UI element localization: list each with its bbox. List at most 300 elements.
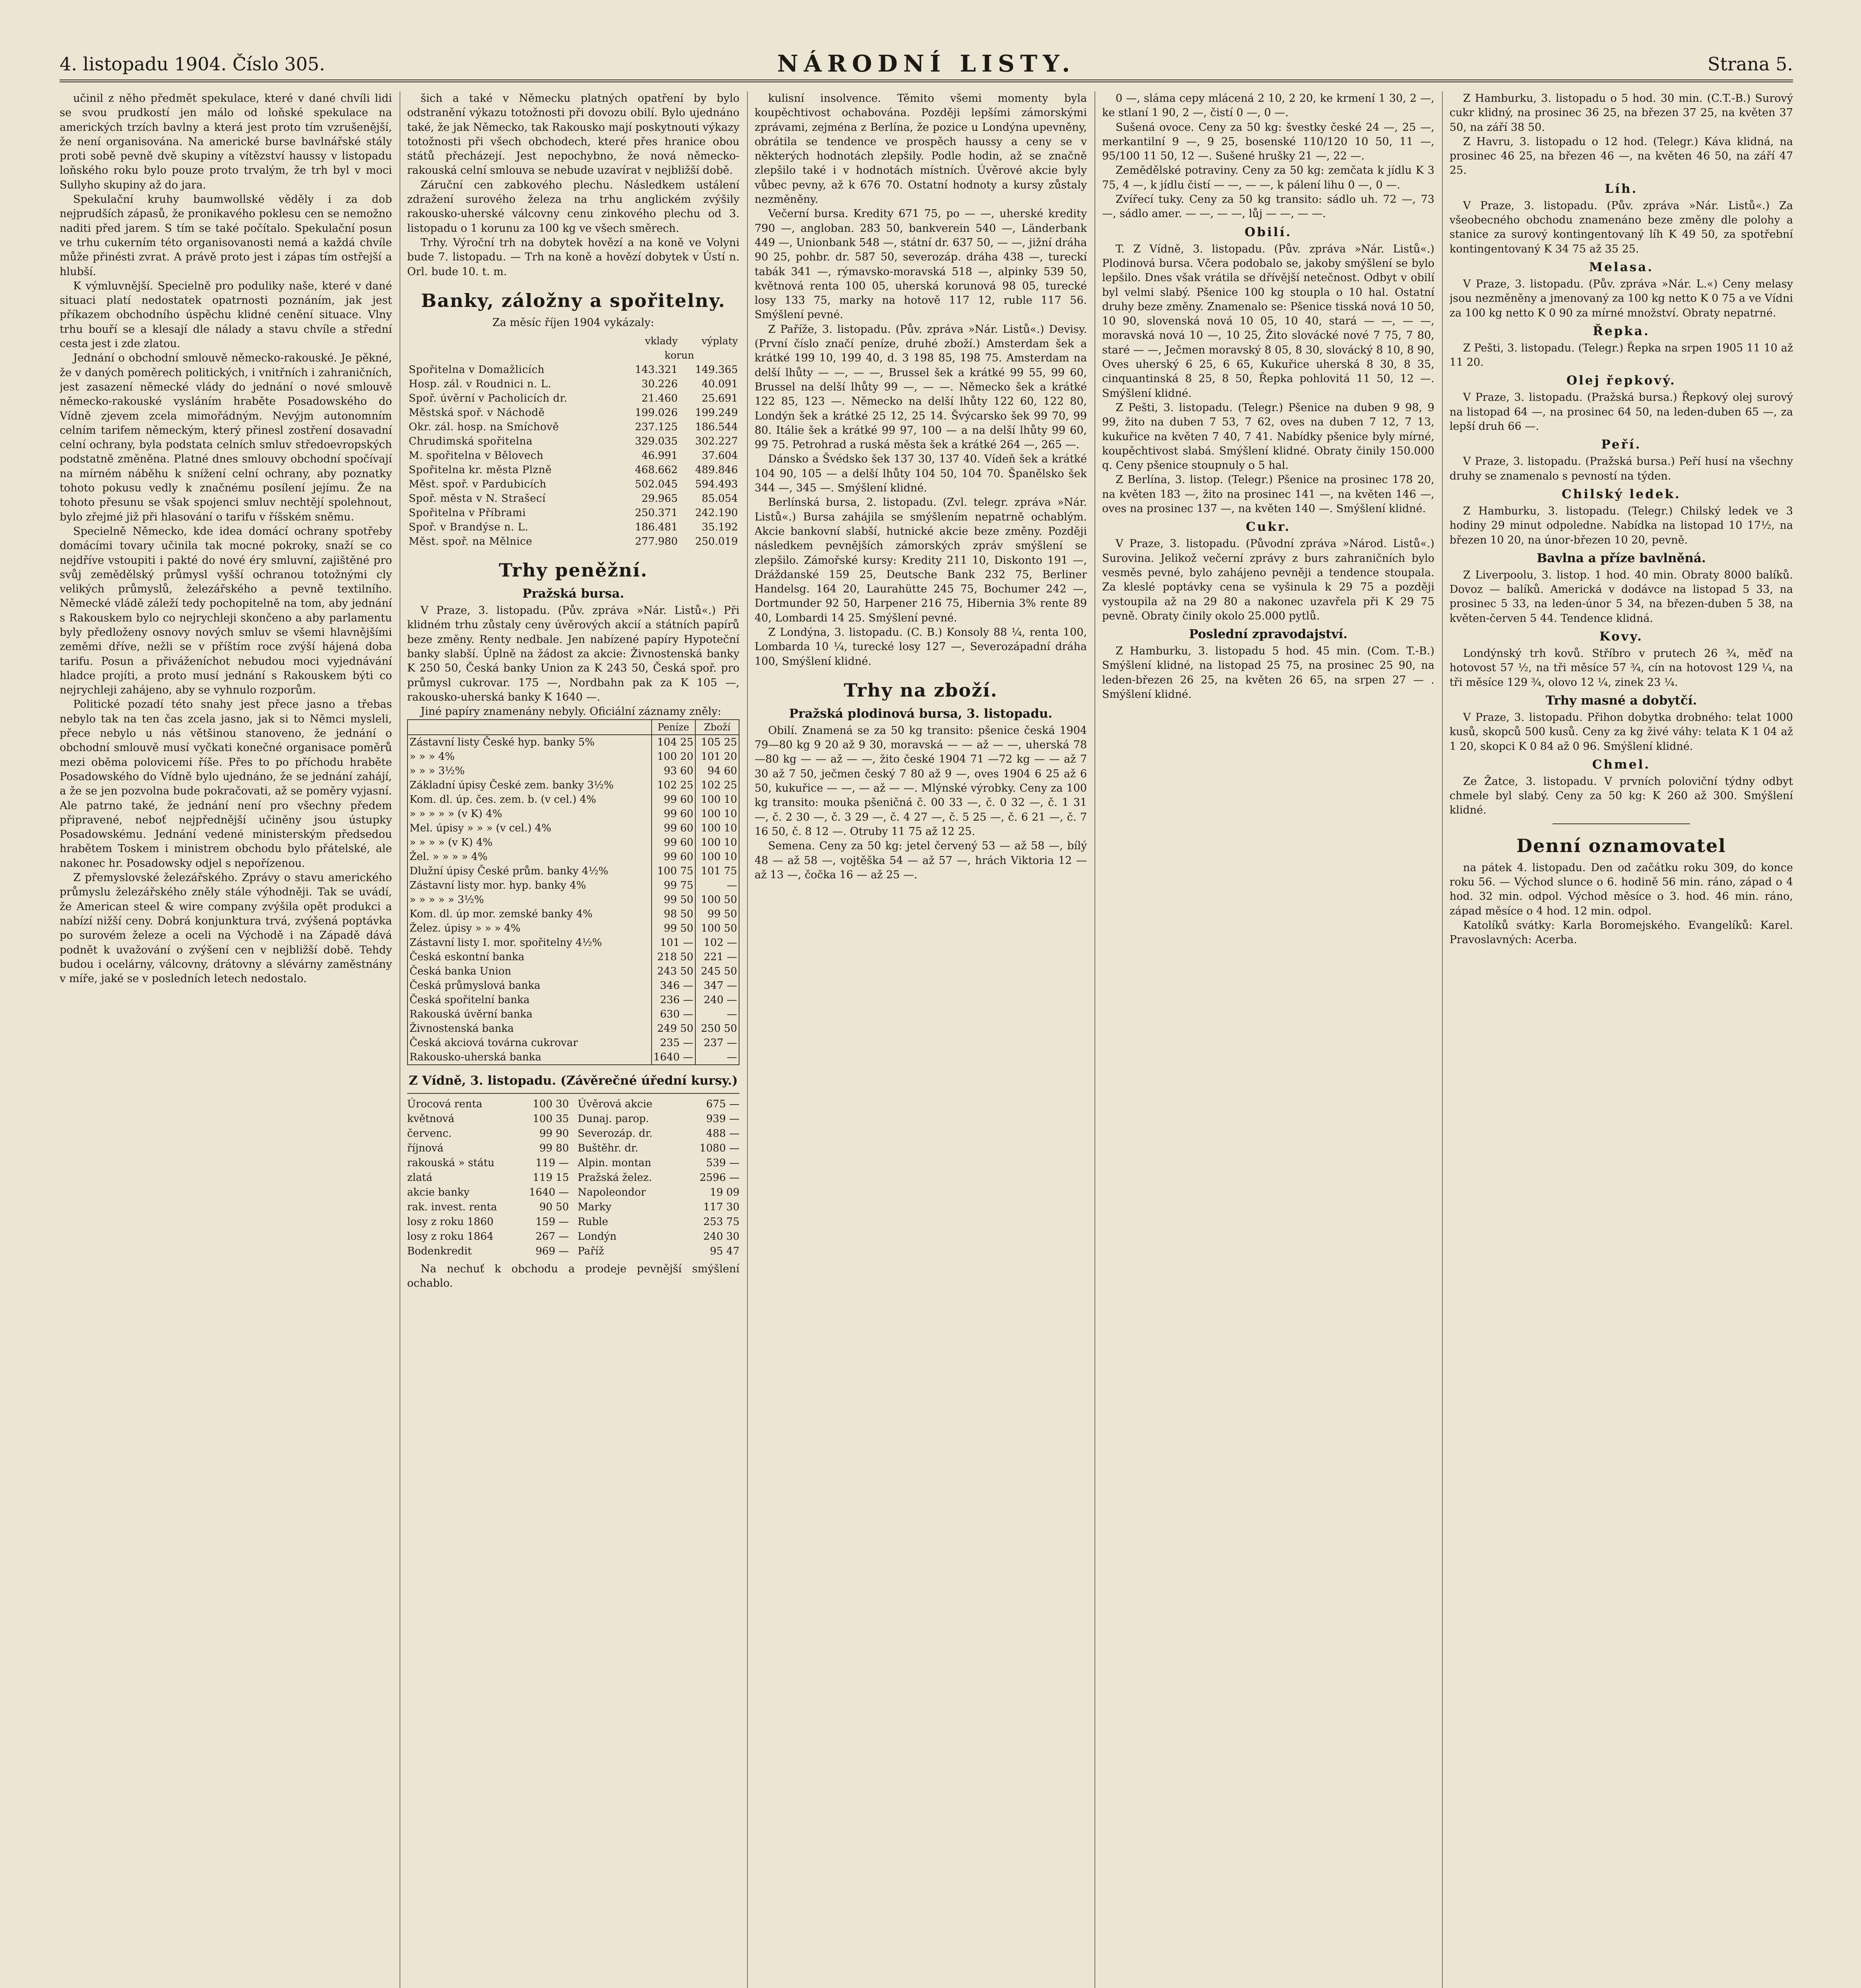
vienna-quote [407, 1229, 569, 1244]
security-name: Dlužní úpisy České prům. banky 4½% [409, 865, 609, 877]
security-name: » » » » » 3½% [409, 893, 484, 906]
vienna-security-name: Londýn [578, 1230, 617, 1242]
article-paragraph: šich a také v Německu platných opatření by bylo odstranění výkazu totožnosti při dovozu obilí. Bylo ujednáno také, že jak Německo, tak Rakousko mají poskytnouti výkazy totožnosti při všech obchodech, které přes hranice obou států přecházejí. Jest nepochybno, že nová německo-rakouská celní smlouva se nebude uzavírat v nejbližší době. [407, 92, 739, 177]
bank-name: Spoř. v Brandýse n. L. [409, 521, 529, 534]
quote-row [408, 764, 739, 778]
article-paragraph: Ze Žatce, 3. listopadu. V prvních poloviční týdny odbyt chmele byl slabý. Ceny za 50 kg: K 260 až 300. Smýšlení klidné. [1450, 775, 1793, 817]
vienna-quote [578, 1141, 739, 1156]
article-paragraph: T. Z Vídně, 3. listopadu. (Pův. zpráva »Nár. Listů«.) Plodinová bursa. Včera podobalo se, jakoby smýšlení se bylo lepšilo. Dnes však vrátila se dřívější netečnost. Odbyt v obilí byl velmi slabý. Pšenice 100 kg stoupla o 10 hal. Ostatní druhy beze změny. Znamenalo se: Pšenice tisská nová 10 50, 10 90, slovenská nová 10 05, 10 40, stará — —, — —, moravská nová 10 —, 10 25, Žito slovácké nové 7 75, 7 80, staré — —, Ječmen moravský 8 05, 8 30, slovácký 8 10, 8 90, Oves uherský 6 25, 6 65, Kukuřice uherská 8 30, 8 35, cinquantinská 8 25, 8 50, Řepka pohlovitá 11 50, 12 —. Smýšlení klidné. [1102, 243, 1434, 400]
vienna-quote [407, 1112, 569, 1126]
vienna-quote [578, 1112, 739, 1126]
vienna-price: 675 — [706, 1098, 739, 1110]
column-header: Zboží [695, 720, 739, 735]
quote-row [408, 735, 739, 749]
vienna-security-name: Úvěrová akcie [578, 1098, 653, 1110]
vienna-security-name: rakouská » státu [407, 1157, 495, 1169]
vienna-security-name: Bodenkredit [407, 1245, 472, 1257]
bid-price: 236 — [652, 993, 695, 1007]
ask-price: 102 — [695, 936, 739, 950]
article-paragraph: Z Hamburku, 3. listopadu o 5 hod. 30 min. (C.T.-B.) Surový cukr klidný, na prosinec 36 25, na březen 37 25, na květen 37 50, na září 38 50. [1450, 92, 1793, 134]
ask-price: 100 10 [695, 850, 739, 864]
bank-name: Okr. zál. hosp. na Smíchově [409, 421, 559, 433]
quote-row [408, 993, 739, 1007]
security-name: Česká eskontní banka [409, 951, 524, 963]
bank-withdrawals: 594.493 [695, 478, 738, 491]
ask-price: 100 50 [695, 893, 739, 907]
vienna-security-name: květnová [407, 1112, 454, 1125]
ask-price: 101 20 [695, 749, 739, 764]
article-paragraph: Z Londýna, 3. listopadu. (C. B.) Konsoly 88 ¼, renta 100, Lombarda 10 ¼, turecké losy 127 —, Severozápadní dráha 100, Smýšlení klidné. [755, 626, 1087, 668]
bank-withdrawals: 489.846 [695, 464, 738, 476]
bank-row [407, 477, 739, 491]
quote-row [408, 778, 739, 792]
ask-price: 99 50 [695, 907, 739, 921]
rapeseed-heading: Řepka. [1593, 324, 1650, 338]
quote-row [408, 893, 739, 907]
ask-price: 237 — [695, 1036, 739, 1050]
vienna-price: 117 30 [703, 1201, 739, 1213]
page-header [60, 45, 1793, 82]
article-paragraph: V Praze, 3. listopadu. (Pův. zpráva »Nár. Listů«.) Za všeobecného obchodu znamenáno beze změny dle polohy a stanice za surový kontingentovaný líh K 49 50, za spotřební kontingentovaný K 34 75 až 35 25. [1450, 199, 1793, 255]
vienna-security-name: Dunaj. parop. [578, 1112, 649, 1125]
vienna-security-name: Úrocová renta [407, 1098, 483, 1110]
security-name: » » » 4% [409, 750, 455, 763]
vienna-security-name: losy z roku 1860 [407, 1215, 494, 1228]
ask-price: 100 10 [695, 835, 739, 850]
vienna-security-name: Alpin. montan [578, 1157, 652, 1169]
security-name: Zástavní listy České hyp. banky 5% [409, 736, 595, 748]
vienna-price: 100 35 [533, 1112, 569, 1125]
article-paragraph: V Praze, 3. listopadu. (Původní zpráva »Národ. Listů«.) Surovina. Jelikož večerní zprávy z burs zahraničních bylo vesměs pevné, bylo zahájeno pevněji a tendence stoupala. Za kleslé poptávky cena se vyšinula k 29 75 a později vystoupila až na 29 80 a nakonec uzavřela při K 29 75 pevně. Obraty činily okolo 25.000 pytlů. [1102, 538, 1434, 622]
bid-price: 1640 — [652, 1050, 695, 1065]
quote-row [408, 835, 739, 850]
vienna-security-name: červenc. [407, 1127, 452, 1140]
article-paragraph: Dánsko a Švédsko šek 137 30, 137 40. Vídeň šek a krátké 104 90, 105 — a delší lhůty 104 50, 104 70. Španělsko šek 344 —, 345 —. Smýšlení klidné. [755, 453, 1087, 495]
vienna-quote [578, 1229, 739, 1244]
grain-heading: Obilí. [1244, 225, 1292, 239]
bank-name: Spoř. města v N. Strašecí [409, 493, 546, 505]
article-paragraph: Spekulační kruhy baumwollské věděly i za dob nejprudších zápasů, že pronikavého poklesu cen se nemožno naditi před jarem. S tím se také počítalo. Spekulační posun ve trhu cukerním této organisovanosti nemá a každá chvíle může přinésti zvrat. A právě proto jest i zápas tím ostřejší a hlubší. [60, 193, 392, 278]
security-name: Základní úpisy České zem. banky 3½% [409, 779, 614, 791]
latest-news-heading: Poslední zpravodajství. [1189, 627, 1348, 642]
article-paragraph: Z Berlína, 3. listop. (Telegr.) Pšenice na prosinec 178 20, na květen 183 —, žito na prosinec 141 —, na květen 146 —, oves na prosinec 137 —, na květen 140 —. Smýšlení klidné. [1102, 474, 1434, 515]
page-number: Strana 5. [1708, 53, 1793, 75]
column-header: vklady [645, 335, 678, 347]
article-paragraph: Z přemyslovské železářského. Zprávy o stavu amerického průmyslu železářského zněly stále výhodněji. Tak se uvádí, že American steel & wire company zvýšila opět produkci a nabízí nižší ceny. Dobrá konjunktura trvá, zvýšená poptávka po surovém železe a oceli na Východě i na Západě dává podnět k uvažování o zvýšení cen v nejbližší době. Tehdy budou i ocelárny, válcovny, drátovny a slévárny zaměstnány v míře, jaké se v posledních letech nedostalo. [60, 872, 392, 985]
vienna-security-name: akcie banky [407, 1186, 470, 1198]
ask-price: 245 50 [695, 964, 739, 978]
article-paragraph: Sušená ovoce. Ceny za 50 kg: švestky české 24 —, 25 —, merkantilní 9 —, 9 25, bosenské 110/120 10 50, 11 —, 95/100 11 50, 12 —. Sušené hrušky 21 —, 22 —. [1102, 121, 1434, 163]
column-5 [1450, 91, 1793, 1988]
bank-deposits: 143.321 [635, 364, 678, 376]
article-paragraph: Katolíků svátky: Karla Boromejského. Evangelíků: Karel. Pravoslavných: Acerba. [1450, 919, 1793, 946]
vienna-price: 119 — [536, 1157, 569, 1169]
security-name: Rakouská úvěrní banka [409, 1008, 533, 1020]
bank-row [407, 491, 739, 506]
security-name: Kom. dl. úp mor. zemské banky 4% [409, 908, 593, 920]
vienna-price: 99 80 [539, 1142, 569, 1154]
vienna-quote [578, 1244, 739, 1259]
vienna-quote [407, 1215, 569, 1229]
ask-price: 347 — [695, 978, 739, 993]
vienna-price: 1080 — [699, 1142, 739, 1154]
article-paragraph: Obilí. Znamená se za 50 kg transito: pšenice česká 1904 79—80 kg 9 20 až 9 30, moravská — — až — —, uherská 78—80 kg — — až — —, žito české 1904 71 —72 kg — — až 7 30 až 7 50, ječmen český 7 80 až 9 —, oves 1904 6 25 až 6 50, kukuřice — —, — až — —. Mlýnské výrobky. Ceny za 100 kg transito: mouka pšeničná č. 00 33 —, č. 0 32 —, č. 1 31 —, č. 2 30 —, č. 3 29 —, č. 4 27 —, č. 5 25 —, č. 6 21 —, č. 7 16 50, č. 8 12 —. Otruby 11 75 až 12 25. [755, 724, 1087, 838]
feathers-heading: Peří. [1601, 437, 1642, 452]
quotes-table [407, 719, 739, 1065]
quote-row [408, 1050, 739, 1065]
bank-row [407, 377, 739, 391]
bank-deposits: 199.026 [635, 407, 678, 419]
vienna-security-name: Severozáp. dr. [578, 1127, 653, 1140]
quote-row [408, 1036, 739, 1050]
article-paragraph: Zemědělské potraviny. Ceny za 50 kg: zemčata k jídlu K 3 75, 4 —, k jídlu čistí — —, — —, k pálení lihu 0 —, 0 —. [1102, 164, 1434, 191]
vienna-price: 253 75 [703, 1215, 739, 1228]
bank-row [407, 520, 739, 534]
vienna-security-name: Ruble [578, 1215, 608, 1228]
article-paragraph: V Praze, 3. listopadu. (Pův. zpráva »Nár. L.«) Ceny melasy jsou nezměněny a jmenovaný za 100 kg netto K 0 75 a ve Vídni za 100 kg netto K 0 90 za mírné množství. Obraty nepatrné. [1450, 278, 1793, 319]
livestock-heading: Trhy masné a dobytčí. [1545, 693, 1697, 708]
article-paragraph: Londýnský trh kovů. Stříbro v prutech 26 ¾, měď na hotovost 57 ½, na tři měsíce 57 ¾, cín na hotovost 129 ¼, na tři měsíce 129 ¾, olovo 12 ¼, zinek 23 ¼. [1450, 647, 1793, 689]
bank-withdrawals: 149.365 [695, 364, 738, 376]
bank-deposits: 237.125 [635, 421, 678, 433]
vienna-price: 119 15 [533, 1171, 569, 1184]
money-markets-heading: Trhy peněžní. [499, 559, 648, 581]
bank-row [407, 534, 739, 549]
quotes-body [408, 735, 739, 1065]
vienna-price: 488 — [706, 1127, 739, 1140]
quotes-header-row [408, 720, 739, 735]
sugar-heading: Cukr. [1246, 520, 1291, 534]
security-name: Žel. » » » » 4% [409, 850, 488, 863]
quote-row [408, 864, 739, 878]
security-name: Rakousko-uherská banka [409, 1051, 541, 1063]
ask-price: 105 25 [695, 735, 739, 749]
ask-price: 250 50 [695, 1021, 739, 1036]
security-name: Česká akciová továrna cukrovar [409, 1037, 578, 1049]
ask-price: 221 — [695, 950, 739, 964]
issue-date: 4. listopadu 1904. Číslo 305. [60, 53, 325, 75]
bid-price: 100 20 [652, 749, 695, 764]
ask-price: — [695, 1050, 739, 1065]
quote-row [408, 921, 739, 936]
banks-subheading: Za měsíc říjen 1904 vykázaly: [492, 316, 654, 329]
security-name: Mel. úpisy » » » (v cel.) 4% [409, 822, 551, 834]
ask-price: 100 10 [695, 821, 739, 835]
bid-price: 93 60 [652, 764, 695, 778]
bid-price: 630 — [652, 1007, 695, 1021]
security-name: Živnostenská banka [409, 1022, 514, 1035]
bank-deposits: 277.980 [635, 536, 678, 548]
vienna-security-name: Pražská želez. [578, 1171, 652, 1184]
quote-row [408, 807, 739, 821]
ask-price: — [695, 1007, 739, 1021]
vienna-price: 90 50 [539, 1201, 569, 1213]
metals-heading: Kovy. [1599, 629, 1644, 644]
column-3 [755, 91, 1087, 1988]
ask-price: 102 25 [695, 778, 739, 792]
bid-price: 99 60 [652, 821, 695, 835]
vienna-quote [578, 1126, 739, 1141]
ask-price: — [695, 878, 739, 893]
security-name: » » » » » (v K) 4% [409, 808, 503, 820]
vienna-quote [578, 1215, 739, 1229]
bank-deposits: 29.965 [641, 493, 678, 505]
bank-withdrawals: 186.544 [695, 421, 738, 433]
security-name: Česká spořitelní banka [409, 994, 530, 1006]
bank-deposits: 186.481 [635, 521, 678, 534]
article-paragraph: Z Liverpoolu, 3. listop. 1 hod. 40 min. Obraty 8000 balíků. Dovoz — balíků. Americká v dodávce na listopad 5 33, na prosinec 5 33, na leden-únor 5 34, na březen-duben 5 38, na květen-červen 5 44. Tendence klidná. [1450, 569, 1793, 625]
article-paragraph: Z Paříže, 3. listopadu. (Pův. zpráva »Nár. Listů«.) Devisy. (První číslo značí peníze, druhé zboží.) Amsterdam šek a krátké 199 10, 199 40, d. 3 198 85, 198 75. Amsterdam na delší lhůty — —, — —, Brussel šek a krátké 99 55, 99 60, Brussel na delší lhůty 99 —, — —. Německo šek a krátké 122 85, 123 —. Německo na delší lhůty 122 60, 122 80, Londýn šek a krátké 25 12, 25 14. Švýcarsko šek 99 70, 99 80. Itálie šek a krátké 99 97, 100 — a na delší lhůty 99 60, 99 75. Petrohrad a ruská města šek a krátké 264 —, 265 —. [755, 323, 1087, 451]
vienna-price: 939 — [706, 1112, 739, 1125]
saltpeter-heading: Chilský ledek. [1562, 487, 1681, 501]
bank-deposits: 30.226 [641, 378, 678, 390]
vienna-quote [578, 1200, 739, 1215]
article-paragraph: Z Hamburku, 3. listopadu 5 hod. 45 min. (Com. T.-B.) Smýšlení klidné, na listopad 25 75, na prosinec 25 90, na leden-březen 26 25, na květen 26 65, na srpen 27 — . Smýšlení klidné. [1102, 645, 1434, 701]
article-paragraph: Jiné papíry znamenány nebyly. Oficiální záznamy zněly: [421, 705, 722, 718]
bank-row [407, 448, 739, 463]
vienna-security-name: Paříž [578, 1245, 604, 1257]
article-paragraph: Semena. Ceny za 50 kg: jetel červený 53 — až 58 —, bílý 48 — až 58 —, vojtěška 54 — až 57 —, hrách Viktoria 12 — až 13 —, čočka 16 — až 25 —. [755, 840, 1087, 881]
article-paragraph: Z Pešti, 3. listopadu. (Telegr.) Pšenice na duben 9 98, 9 99, žito na duben 7 53, 7 62, oves na duben 7 12, 7 13, kukuřice na květen 7 40, 7 41. Nabídky pšenice byly mírné, koupěchtivost slabá. Smýšlení klidné. Obraty činily 150.000 q. Ceny pšenice stoupnuly o 5 hal. [1102, 401, 1434, 472]
bid-price: 249 50 [652, 1021, 695, 1036]
vienna-security-name: losy z roku 1864 [407, 1230, 494, 1242]
prague-bourse-heading: Pražská bursa. [522, 586, 625, 601]
article-paragraph: Z Pešti, 3. listopadu. (Telegr.) Řepka na srpen 1905 11 10 až 11 20. [1450, 342, 1793, 369]
security-name: Želez. úpisy » » » 4% [409, 922, 521, 934]
produce-bourse-heading: Pražská plodinová bursa, 3. listopadu. [789, 706, 1053, 721]
goods-markets-heading: Trhy na zboží. [844, 679, 998, 701]
vienna-quote [407, 1126, 569, 1141]
vienna-price: 159 — [536, 1215, 569, 1228]
bank-row [407, 363, 739, 377]
vienna-quote [407, 1200, 569, 1215]
banks-heading: Banky, záložny a spořitelny. [421, 289, 726, 311]
column-1 [60, 91, 392, 1988]
bank-deposits: 502.045 [635, 478, 678, 491]
bank-name: Chrudimská spořitelna [409, 435, 533, 448]
quote-row [408, 1007, 739, 1021]
bank-name: Spořitelna v Domažlicích [409, 364, 545, 376]
bid-price: 99 60 [652, 807, 695, 821]
bank-row [407, 406, 739, 420]
article-paragraph: K výmluvnější. Specielně pro poduliky naše, které v dané situaci platí nedostatek opatrnosti poznáním, jak jest příkazem obchodního úspěchu klidné cenění situace. Vlny trhu bouří se a klesají dle nálady a stavu chvíle a střední cesta jest i zde zlatou. [60, 280, 392, 350]
bank-deposits: 329.035 [635, 435, 678, 448]
column-4 [1102, 91, 1434, 1988]
quote-row [408, 821, 739, 835]
vienna-price: 1640 — [529, 1186, 569, 1198]
bid-price: 99 50 [652, 921, 695, 936]
bank-withdrawals: 37.604 [702, 450, 738, 462]
vienna-quote [578, 1097, 739, 1112]
bank-row [407, 506, 739, 520]
article-paragraph: V Praze, 3. listopadu. (Pražská bursa.) Peří husí na všechny druhy se znamenalo s pevností na týden. [1450, 455, 1793, 482]
article-paragraph: 0 —, sláma cepy mlácená 2 10, 2 20, ke krmení 1 30, 2 —, ke stlaní 1 90, 2 —, čistí 0 —, 0 —. [1102, 92, 1434, 119]
rapeseed-oil-heading: Olej řepkový. [1566, 373, 1676, 388]
bank-name: Spořitelna v Příbrami [409, 507, 526, 519]
vienna-right-column [578, 1097, 739, 1259]
vienna-price: 100 30 [533, 1098, 569, 1110]
article-paragraph: Politické pozadí této snahy jest přece jasno a třebas nebylo tak na ten čas zcela jasno, jak si to Němci mysleli, přece nebylo u nás většinou stanoveno, že jednání o obchodní smlouvě musí vyčkati konečné organisace poměrů mezi oběma polovicemi říše. Přes to po příchodu hraběte Posadowského do Vídně bylo ujednáno, že se jednání zahájí, a že se jen pozvolna bude pokračovati, až se poměry vyjasní. Ale patrno také, že jednání není pro všechny předem připravené, neboť nejpřednější učiněny jsou ústupky Posadowskému. Jednání vedené ministerským předsedou hrabětem Toskem i ministrem obchodu bylo přátelské, ale nakonec hr. Posadowsky odjel s nepořízenou. [60, 698, 392, 870]
ask-price: 94 60 [695, 764, 739, 778]
quote-row [408, 749, 739, 764]
quote-row [408, 978, 739, 993]
bank-withdrawals: 302.227 [695, 435, 738, 448]
vienna-security-name: rak. invest. renta [407, 1201, 497, 1213]
column-header: Peníze [652, 720, 695, 735]
vienna-price: 267 — [536, 1230, 569, 1242]
security-name: Zástavní listy mor. hyp. banky 4% [409, 879, 586, 891]
security-name: Česká banka Union [409, 965, 511, 977]
banks-header-row [407, 334, 739, 348]
quote-row [408, 907, 739, 921]
vienna-price: 539 — [706, 1157, 739, 1169]
security-name: Zástavní listy I. mor. spořitelny 4½% [409, 936, 602, 949]
bid-price: 99 60 [652, 792, 695, 807]
vienna-quote [578, 1185, 739, 1200]
vienna-security-name: Napoleondor [578, 1186, 646, 1198]
ask-price: 100 50 [695, 921, 739, 936]
ask-price: 100 10 [695, 792, 739, 807]
security-name: Kom. dl. úp. čes. zem. b. (v cel.) 4% [409, 793, 596, 806]
bank-withdrawals: 242.190 [695, 507, 738, 519]
bid-price: 243 50 [652, 964, 695, 978]
vienna-security-name: Buštěhr. dr. [578, 1142, 638, 1154]
column-divider [747, 91, 748, 1988]
bank-withdrawals: 35.192 [702, 521, 738, 534]
bid-price: 99 60 [652, 835, 695, 850]
quote-row [408, 964, 739, 978]
banks-table [407, 334, 739, 549]
bid-price: 101 — [652, 936, 695, 950]
unit-label: korun [664, 349, 694, 361]
bid-price: 98 50 [652, 907, 695, 921]
article-paragraph: Specielně Německo, kde idea domácí ochrany spotřeby domácími tovary učinila tak mocné pokroky, snaží se co nejdříve vstoupiti i pakté do nové éry smluvní, zajištěné pro svůj zemědělský průmysl vyšší ochranou totožnými cly velikých průmyslů, železářského a pevně textilního. Německé vládě záleží tedy pochopitelně na tom, aby jednání s Rakouskem bylo co nejrychleji skončeno a aby parlamentu byly předloženy osnovy nových smluv se všemi hlavnějšími zeměmi dříve, nežli se v příštím roce zvýší hájená doba tarifu. Posun a přiváženíchot nebudou moci vyjednávání hladce projíti, a proto musí jednání s Rakouskem býti co nejrychleji zahájeno, aby se vyhnulo rozporům. [60, 525, 392, 697]
vienna-quote [407, 1156, 569, 1171]
article-paragraph: Z Hamburku, 3. listopadu. (Telegr.) Chilský ledek ve 3 hodiny 29 minut odpoledne. Nabídka na listopad 10 17½, na březen 10 20, na únor-březen 10 20, pevně. [1450, 505, 1793, 546]
vienna-price: 240 30 [703, 1230, 739, 1242]
cotton-heading: Bavlna a příze bavlněná. [1537, 551, 1706, 565]
bank-name: Spoř. úvěrní v Pacholicích dr. [409, 392, 568, 405]
bank-deposits: 468.662 [635, 464, 678, 476]
bid-price: 99 60 [652, 850, 695, 864]
banks-unit-row [407, 348, 739, 363]
bid-price: 102 25 [652, 778, 695, 792]
column-2 [407, 91, 739, 1988]
vienna-price: 19 09 [710, 1186, 739, 1198]
vienna-price: 95 47 [710, 1245, 739, 1257]
article-paragraph: V Praze, 3. listopadu. Přihon dobytka drobného: telat 1000 kusů, skopců 500 kusů. Ceny za kg živé váhy: telata K 1 04 až 1 20, skopci K 0 84 až 0 96. Smýšlení klidné. [1450, 711, 1793, 753]
vienna-security-name: říjnová [407, 1142, 444, 1154]
column-header: výplaty [701, 335, 738, 347]
bid-price: 346 — [652, 978, 695, 993]
vienna-price: 969 — [536, 1245, 569, 1257]
bank-withdrawals: 85.054 [702, 493, 738, 505]
vienna-security-name: zlatá [407, 1171, 433, 1184]
spirit-heading: Líh. [1605, 181, 1638, 196]
quote-row [408, 878, 739, 893]
article-paragraph: V Praze, 3. listopadu. (Pražská bursa.) Řepkový olej surový na listopad 64 —, na prosinec 64 50, na leden-duben 65 —, za lepší druh 66 —. [1450, 391, 1793, 433]
bank-withdrawals: 40.091 [702, 378, 738, 390]
daily-notices-heading: Denní oznamovatel [1516, 835, 1726, 856]
quote-row [408, 950, 739, 964]
bank-withdrawals: 199.249 [695, 407, 738, 419]
article-paragraph: učinil z něho předmět spekulace, které v dané chvíli lidi se svou prudkostí jen málo od loňské spekulace na amerických trzích bavlny a která jest proto tím vzrušenější, že není organisována. Na americké burse bavlnářské stály proti sobě pevně dvě skupiny a vítězství haussy v listopadu loňského roku bylo pouze proto trvalým, že trh byl v moci Sullyho skupiny až do jara. [60, 92, 392, 191]
bank-deposits: 250.371 [635, 507, 678, 519]
bank-row [407, 463, 739, 477]
ask-price: 240 — [695, 993, 739, 1007]
article-paragraph: Na nechuť k obchodu a prodeje pevnější smýšlení ochablo. [407, 1262, 739, 1289]
vienna-heading: Z Vídně, 3. listopadu. (Závěrečné úřední kursy.) [409, 1073, 738, 1088]
article-paragraph: Trhy. Výroční trh na dobytek hovězí a na koně ve Volyni bude 7. listopadu. — Trh na koně a hovězí dobytek v Ústí n. Orl. bude 10. t. m. [407, 236, 739, 278]
vienna-quote [578, 1171, 739, 1185]
bid-price: 99 50 [652, 893, 695, 907]
banks-body [407, 363, 739, 549]
article-paragraph: Berlínská bursa, 2. listopadu. (Zvl. telegr. zpráva »Nár. Listů«.) Bursa zahájila se smýšlením nepatrně ochablým. Akcie bankovní slabší, hutnické akcie beze změny. Později následkem pevnějších zámorských zpráv smýšlení se zlepšilo. Zámořské kursy: Kredity 211 10, Diskonto 191 —, Dráždanské 159 25, Deutsche Bank 232 75, Berliner Handelsg. 164 20, Laurahütte 245 75, Bochumer 242 —, Dortmunder 92 50, Harpener 216 75, Hibernia 3% rente 89 40, Lombardi 14 25. Smýšlení pevné. [755, 496, 1087, 624]
article-paragraph: kulisní insolvence. Těmito všemi momenty byla koupěchtivost ochabována. Později lepšími zámorskými zprávami, zejména z Berlína, že pozice u Londýna upevněny, obrátila se tendence ve prospěch haussy a ceny se v některých hodnotách zlepšily. Podle hodin, až se značně zlepšilo také i v hodnotách místních. Úvěrové akcie byly vůbec pevny, až k 676 70. Ostatní hodnoty a kursy zůstaly nezměněny. [755, 92, 1087, 206]
quote-row [408, 850, 739, 864]
bank-withdrawals: 25.691 [702, 392, 738, 405]
section-rule [1552, 823, 1690, 824]
bid-price: 235 — [652, 1036, 695, 1050]
vienna-price: 99 90 [539, 1127, 569, 1140]
quote-row [408, 1021, 739, 1036]
bank-name: Městská spoř. v Náchodě [409, 407, 545, 419]
vienna-quote [407, 1185, 569, 1200]
hops-heading: Chmel. [1592, 757, 1651, 772]
bank-withdrawals: 250.019 [695, 536, 738, 548]
bid-price: 104 25 [652, 735, 695, 749]
bank-name: Hosp. zál. v Roudnici n. L. [409, 378, 551, 390]
vienna-left-column [407, 1097, 569, 1259]
bank-name: Měst. spoř. v Pardubicích [409, 478, 547, 491]
bank-deposits: 46.991 [641, 450, 678, 462]
column-divider [1442, 91, 1443, 1988]
article-paragraph: na pátek 4. listopadu. Den od začátku roku 309, do konce roku 56. — Východ slunce o 6. hodině 56 min. ráno, západ o 4 hod. 32 min. odpol. Východ měsíce o 3. hod. 46 min. ráno, západ měsíce o 4 hod. 12 min. odpol. [1450, 861, 1793, 917]
article-paragraph: Večerní bursa. Kredity 671 75, po — —, uherské kredity 790 —, angloban. 283 50, bankverein 540 —, Länderbank 449 —, Unionbank 548 —, státní dr. 637 50, — —, jižní dráha 90 25, pohbr. dr. 587 50, severozáp. dráha 438 —, tureckí tabák 341 —, rýmavsko-moravská 518 —, alpinky 539 50, květnová renta 100 05, uherská korunová 98 05, turecké losy 133 75, marky na hotově 117 12, ruble 117 56. Smýšlení pevné. [755, 208, 1087, 321]
bid-price: 99 75 [652, 878, 695, 893]
vienna-price: 2596 — [699, 1171, 739, 1184]
ask-price: 101 75 [695, 864, 739, 878]
bank-deposits: 21.460 [641, 392, 678, 405]
column-divider [1094, 91, 1095, 1988]
molasses-heading: Melasa. [1589, 260, 1654, 274]
bank-row [407, 391, 739, 406]
article-paragraph: V Praze, 3. listopadu. (Pův. zpráva »Nár. Listů«.) Při klidném trhu zůstaly ceny úvěrových akcií a státních papírů beze změny. Renty nedbale. Jen nabízené papíry Hypoteční banky slabší. Úplně na žádost za akcie: Živnostenská banky K 250 50, Česká banky Union za K 243 50, Česká spoř. pro průmysl cukrovar. 175 —, Nordbahn pak za K 105 —, rakousko-uherská banky K 1640 —. [407, 604, 739, 703]
bid-price: 218 50 [652, 950, 695, 964]
bank-row [407, 434, 739, 448]
vienna-security-name: Marky [578, 1201, 611, 1213]
vienna-grid [407, 1093, 739, 1259]
security-name: » » » 3½% [409, 765, 465, 777]
vienna-quote [407, 1244, 569, 1259]
vienna-quote [407, 1171, 569, 1185]
vienna-quote [578, 1156, 739, 1171]
bid-price: 100 75 [652, 864, 695, 878]
quote-row [408, 936, 739, 950]
masthead: NÁRODNÍ LISTY. [777, 50, 1076, 77]
security-name: Česká průmyslová banka [409, 979, 541, 992]
article-paragraph: Jednání o obchodní smlouvě německo-rakouské. Je pěkné, že v daných poměrech politických, i vnitřních i zahraničních, jest zasazení německé vlády do jednání o nové smlouvě německo-rakouské vysláním hraběte Posadowského do Vídně zjevem zcela mimořádným. Nevýjm autonomním celním tarifem německým, který přinesl zostření dosavadní celní ochrany, byla podstata celních smluv středoevropských podstatně změněna. Platné dnes smlouvy obchodní spočívají na mírném náběhu k snížení celní ochrany, aby poznatky tohoto pokusu vedly k značnému posílení jejímu. Že na tohoto přesunu se však spojenci smluv nechtějí spolehnout, bylo zřejmé již při hlasování o tarifu v říšském sněmu. [60, 352, 392, 523]
ask-price: 100 10 [695, 807, 739, 821]
bank-row [407, 420, 739, 434]
article-paragraph: Záruční cen zabkového plechu. Následkem ustálení zdražení surového železa na trhu anglickém zvýšily rakousko-uherské válcovny cenu zinkového plechu od 3. listopadu o 1 korunu za 100 kg ve všech směrech. [407, 179, 739, 235]
article-paragraph: Z Havru, 3. listopadu o 12 hod. (Telegr.) Káva klidná, na prosinec 46 25, na březen 46 —, na květen 46 50, na září 47 25. [1450, 135, 1793, 177]
security-name: » » » » (v K) 4% [409, 836, 493, 848]
article-paragraph: Zvířecí tuky. Ceny za 50 kg transito: sádlo uh. 72 —, 73 —, sádlo amer. — —, — —, lůj — —, — —. [1102, 193, 1434, 220]
bank-name: M. spořitelna v Bělovech [409, 450, 543, 462]
bank-name: Spořitelna kr. města Plzně [409, 464, 552, 476]
quote-row [408, 792, 739, 807]
